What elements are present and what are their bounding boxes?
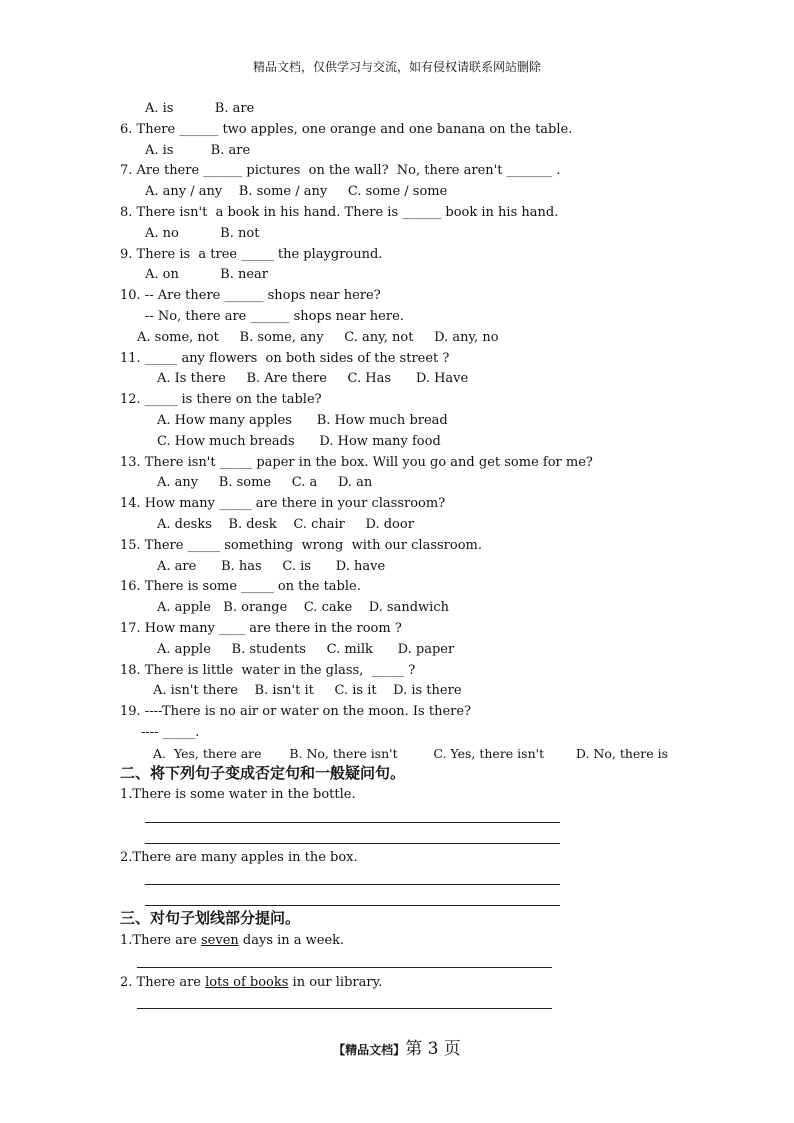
question-line: 8. There isn't a book in his hand. There is ______ book in his hand. bbox=[120, 205, 559, 220]
answer-line bbox=[145, 884, 560, 885]
section-3-title: 三、对句子划线部分提问。 bbox=[120, 909, 301, 927]
question-line: 9. There is a tree _____ the playground. bbox=[120, 247, 383, 262]
option-line: A. some, not B. some, any C. any, not D. any, no bbox=[137, 330, 499, 345]
option-line: A. are B. has C. is D. have bbox=[157, 559, 386, 574]
option-line: A. on B. near bbox=[145, 267, 269, 282]
question-line: -- No, there are ______ shops near here. bbox=[145, 309, 404, 324]
page-header: 精品文档，仅供学习与交流，如有侵权请联系网站删除 bbox=[252, 60, 541, 74]
answer-line bbox=[137, 967, 552, 968]
question-line: 12. _____ is there on the table? bbox=[120, 392, 322, 407]
option-line: A. is B. are bbox=[145, 101, 255, 116]
answer-line bbox=[145, 843, 560, 844]
option-line: A. Is there B. Are there C. Has D. Have bbox=[157, 371, 469, 386]
option-line: A. desks B. desk C. chair D. door bbox=[157, 517, 414, 532]
question-line: 13. There isn't _____ paper in the box. Will you go and get some for me? bbox=[120, 455, 593, 470]
question-line: 17. How many ____ are there in the room ? bbox=[120, 621, 402, 636]
answer-line bbox=[145, 905, 560, 906]
section-2-title: 二、将下列句子变成否定句和一般疑问句。 bbox=[120, 764, 406, 782]
footer-tag: 【精品文档】 bbox=[333, 1043, 406, 1057]
question-line: ---- _____. bbox=[141, 725, 200, 740]
question-line: 11. _____ any flowers on both sides of the street ? bbox=[120, 351, 450, 366]
option-line: A. isn't there B. isn't it C. is it D. is there bbox=[153, 683, 462, 698]
answer-line bbox=[137, 1008, 552, 1009]
answer-line bbox=[145, 822, 560, 823]
option-line: A. How many apples B. How much bread bbox=[157, 413, 448, 428]
question-line: 7. Are there ______ pictures on the wall? No, there aren't _______ . bbox=[120, 163, 561, 178]
question-line: 18. There is little water in the glass, _____ ? bbox=[120, 663, 416, 678]
page-footer bbox=[0, 1034, 794, 1059]
option-line: A. apple B. students C. milk D. paper bbox=[157, 642, 455, 657]
question-line: 14. How many _____ are there in your classroom? bbox=[120, 496, 446, 511]
question-line: 19. ----There is no air or water on the moon. Is there? bbox=[120, 704, 472, 719]
exercise-sentence: 2.There are many apples in the box. bbox=[120, 850, 358, 865]
option-line: A. any B. some C. a D. an bbox=[157, 475, 373, 490]
exercise-sentence: 1.There is some water in the bottle. bbox=[120, 787, 356, 802]
sentence-text: in our library. bbox=[288, 975, 383, 990]
option-line: A. Yes, there are B. No, there isn't C. Yes, there isn't D. No, there is bbox=[153, 746, 669, 761]
option-line: A. no B. not bbox=[145, 226, 260, 241]
page-number: 第 3 页 bbox=[405, 1039, 461, 1059]
exercise-sentence bbox=[120, 975, 382, 991]
question-line: 15. There _____ something wrong with our classroom. bbox=[120, 538, 482, 553]
question-line: 10. -- Are there ______ shops near here? bbox=[120, 288, 381, 303]
underlined-text: lots of books bbox=[205, 975, 289, 990]
sentence-text: days in a week. bbox=[238, 933, 345, 948]
question-line: 6. There ______ two apples, one orange and one banana on the table. bbox=[120, 122, 573, 137]
sentence-text: 1.There are bbox=[120, 933, 201, 948]
exercise-sentence bbox=[120, 933, 344, 949]
option-line: A. is B. are bbox=[145, 143, 251, 158]
option-line: A. any / any B. some / any C. some / some bbox=[145, 184, 448, 199]
underlined-text: seven bbox=[200, 933, 239, 948]
question-line: 16. There is some _____ on the table. bbox=[120, 579, 361, 594]
sentence-text: 2. There are bbox=[120, 975, 206, 990]
option-line: A. apple B. orange C. cake D. sandwich bbox=[157, 600, 449, 615]
option-line: C. How much breads D. How many food bbox=[157, 434, 441, 449]
